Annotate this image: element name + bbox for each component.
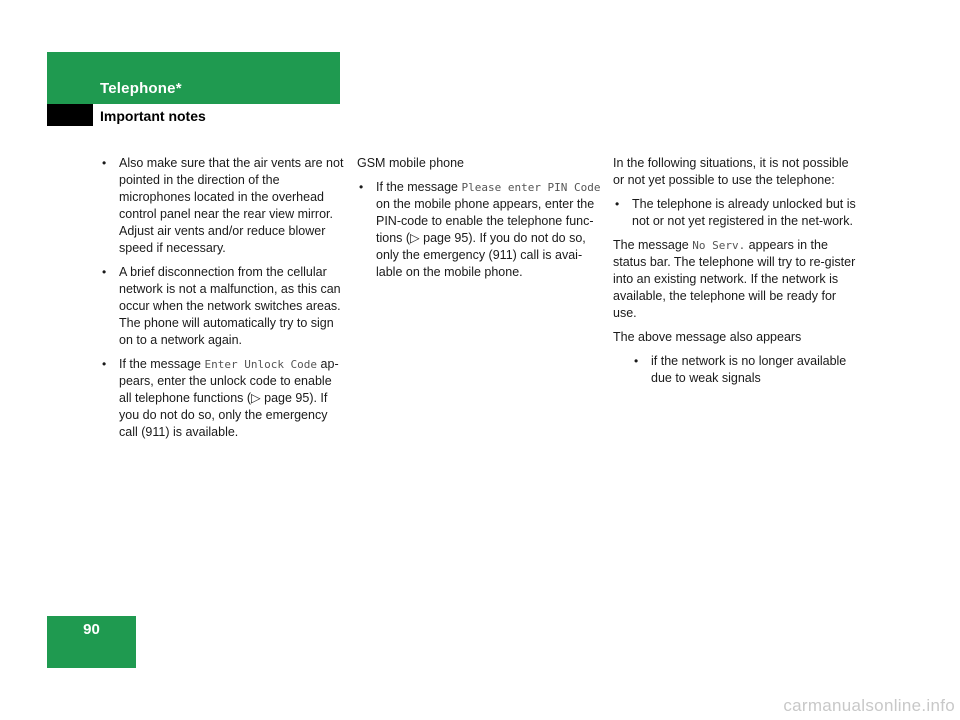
text-segment: ap-pears, enter the unlock code to enable all telephone functions ( <box>119 357 339 405</box>
list-item <box>632 353 858 387</box>
column-1 <box>100 155 345 448</box>
text-segment: If the message <box>376 180 462 194</box>
subsection-title: Important notes <box>100 108 206 124</box>
display-message: No Serv. <box>692 239 746 252</box>
text-segment: on the mobile phone appears, enter the PIN-code to enable the telephone func-tions ( <box>376 197 595 245</box>
page-reference-arrow-icon: ▷ <box>410 231 420 245</box>
bullet-icon: • <box>102 265 107 279</box>
display-message: Enter Unlock Code <box>204 358 318 371</box>
text-segment: If the message <box>119 357 205 371</box>
bullet-icon: • <box>359 180 364 194</box>
text-segment: The message <box>613 238 693 252</box>
bullet-icon: • <box>102 357 107 371</box>
header-black-tab <box>47 104 93 126</box>
column-3 <box>613 155 858 394</box>
section-title: Telephone* <box>100 80 182 97</box>
list-item <box>100 264 345 349</box>
display-message: Please enter PIN Code <box>461 181 601 194</box>
list-item <box>100 356 345 441</box>
text-segment: page 95). If you do not do so, only the emergency (911) call is avai-lable on the mobile phone. <box>376 231 586 279</box>
page-reference-arrow-icon: ▷ <box>251 391 261 405</box>
header-green-bar <box>47 52 340 104</box>
bullet-text: Also make sure that the air vents are not pointed in the direction of the microphones located in the overhead control panel near the rear view mirror. Adjust air vents and/or reduce blower speed if necessary. <box>119 156 344 255</box>
bullet-text: The telephone is already unlocked but is not or not yet registered in the net-work. <box>632 197 856 228</box>
page-number: 90 <box>83 621 100 638</box>
list-item <box>613 196 858 230</box>
indented-paragraph <box>613 237 858 322</box>
text-segment: appears in the status bar. The telephone will try to re-gister into an existing network. If the network is available, the telephone will be ready for use. <box>613 238 856 320</box>
bullet-icon: • <box>102 156 107 170</box>
bullet-icon: • <box>615 197 620 211</box>
bullet-text: if the network is no longer available due to weak signals <box>651 354 847 385</box>
indented-paragraph: The above message also appears <box>613 330 802 344</box>
column-heading: GSM mobile phone <box>357 156 465 170</box>
bullet-text <box>119 357 339 439</box>
intro-paragraph: In the following situations, it is not possible or not yet possible to use the telephone: <box>613 156 849 187</box>
bullet-text: A brief disconnection from the cellular network is not a malfunction, as this can occur when the network switches areas. The phone will automatically try to sign on to a network again. <box>119 265 341 347</box>
list-item <box>357 179 602 281</box>
column-2 <box>357 155 602 288</box>
bullet-text <box>376 180 601 279</box>
list-item <box>100 155 345 257</box>
text-segment: page 95). If you do not do so, only the emergency call (911) is available. <box>119 391 328 439</box>
bullet-icon: • <box>634 354 639 368</box>
watermark: carmanualsonline.info <box>783 696 955 715</box>
